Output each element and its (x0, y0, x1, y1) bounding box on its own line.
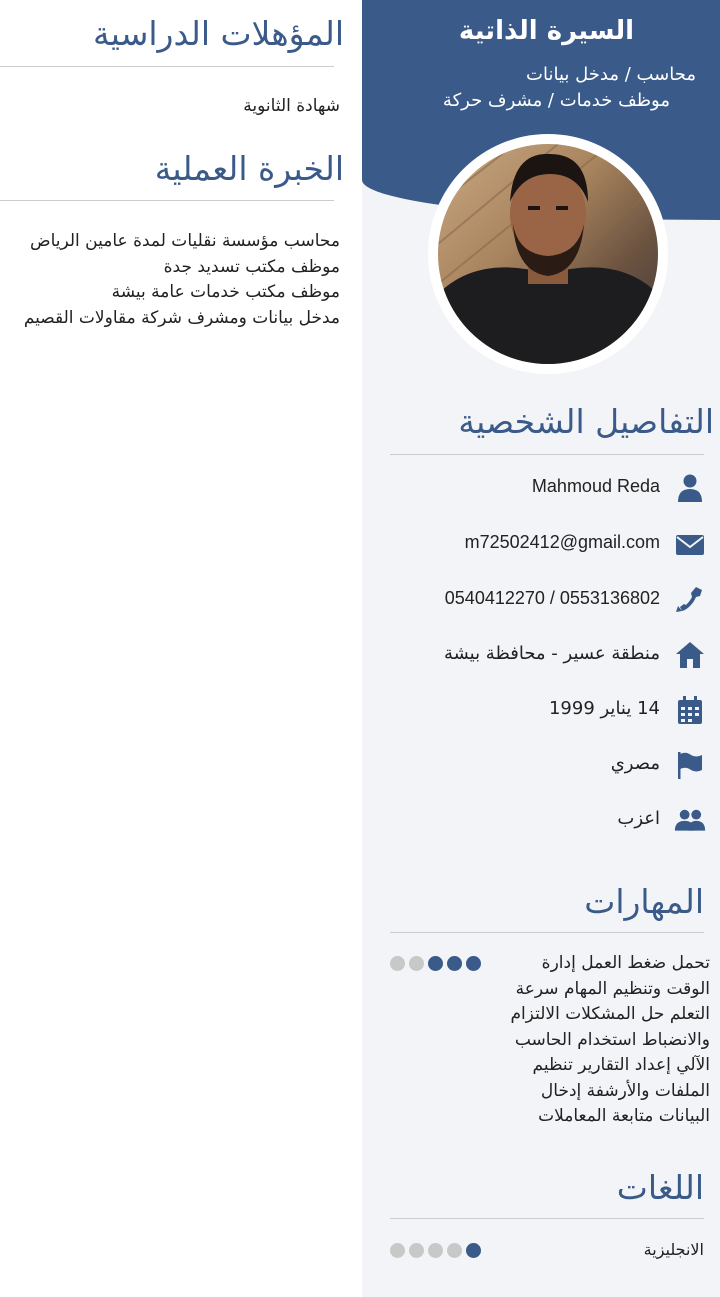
skills-title: المهارات (584, 882, 704, 921)
detail-row-email (362, 524, 720, 564)
portrait-illustration (438, 144, 658, 364)
rating-dot-empty (447, 1243, 462, 1258)
users-icon (674, 804, 706, 836)
education-title: المؤهلات الدراسية (93, 14, 344, 53)
language-rating (390, 1243, 481, 1258)
skills-line: البيانات متابعة المعاملات (538, 1106, 710, 1126)
detail-row-address (362, 635, 720, 675)
job-title-line2: موظف خدمات / مشرف حركة (442, 90, 670, 111)
phone-icon (674, 584, 706, 616)
nationality-value: مصري (610, 753, 660, 774)
experience-title: الخبرة العملية (154, 149, 344, 188)
calendar-icon (674, 694, 706, 726)
rating-dot-empty (428, 1243, 443, 1258)
skills-line: الملفات والأرشفة إدخال (540, 1080, 710, 1101)
detail-row-phone (362, 580, 720, 620)
cv-title: السيرة الذاتية (458, 16, 634, 46)
rating-dot-filled (428, 956, 443, 971)
email-value: m72502412@gmail.com (464, 532, 660, 552)
home-icon (674, 639, 706, 671)
name-value: Mahmoud Reda (531, 476, 660, 496)
envelope-icon (674, 528, 706, 560)
experience-item: مدخل بيانات ومشرف شركة مقاولات القصيم (23, 307, 340, 328)
detail-row-birthdate (362, 690, 720, 730)
skills-description (500, 951, 710, 1130)
languages-divider (390, 1218, 704, 1219)
rating-dot-empty (390, 956, 405, 971)
rating-dot-empty (409, 1243, 424, 1258)
skills-line: الآلي إعداد التقارير تنظيم (532, 1055, 710, 1075)
rating-dot-filled (466, 1243, 481, 1258)
education-divider (0, 66, 334, 67)
education-item: شهادة الثانوية (243, 96, 340, 116)
rating-dot-empty (409, 956, 424, 971)
job-title-line1: محاسب / مدخل بيانات (526, 64, 696, 85)
skills-line: التعلم حل المشكلات الالتزام (510, 1004, 710, 1024)
personal-divider (390, 454, 704, 455)
languages-title: اللغات (616, 1168, 704, 1207)
rating-dot-filled (447, 956, 462, 971)
sidebar (362, 0, 720, 1297)
phone-value: 0540412270 / 0553136802 (444, 588, 660, 608)
personal-details-title: التفاصيل الشخصية (458, 402, 714, 441)
birthdate-value: 14 يناير 1999 (548, 698, 660, 719)
experience-list (24, 229, 340, 331)
marital-status-value: اعزب (617, 808, 660, 829)
experience-divider (0, 200, 334, 201)
language-name: الانجليزية (643, 1240, 704, 1259)
rating-dot-filled (466, 956, 481, 971)
detail-row-name (362, 468, 720, 508)
detail-row-marital (362, 800, 720, 840)
skills-line: والانضباط استخدام الحاسب (514, 1029, 710, 1050)
skills-line: الوقت وتنظيم المهام سرعة (515, 978, 710, 999)
experience-item: موظف مكتب خدمات عامة بيشة (111, 282, 340, 302)
skills-divider (390, 932, 704, 933)
skills-line: تحمل ضغط العمل إدارة (541, 953, 710, 973)
experience-item: محاسب مؤسسة نقليات لمدة عامين الرياض (30, 231, 340, 251)
profile-photo (438, 144, 658, 364)
skill-rating (390, 956, 481, 971)
profile-photo-frame (428, 134, 668, 374)
rating-dot-empty (390, 1243, 405, 1258)
user-icon (674, 472, 706, 504)
flag-icon (674, 749, 706, 781)
experience-item: موظف مكتب تسديد جدة (163, 256, 340, 277)
address-value: منطقة عسير - محافظة بيشة (443, 643, 660, 664)
detail-row-nationality (362, 745, 720, 785)
